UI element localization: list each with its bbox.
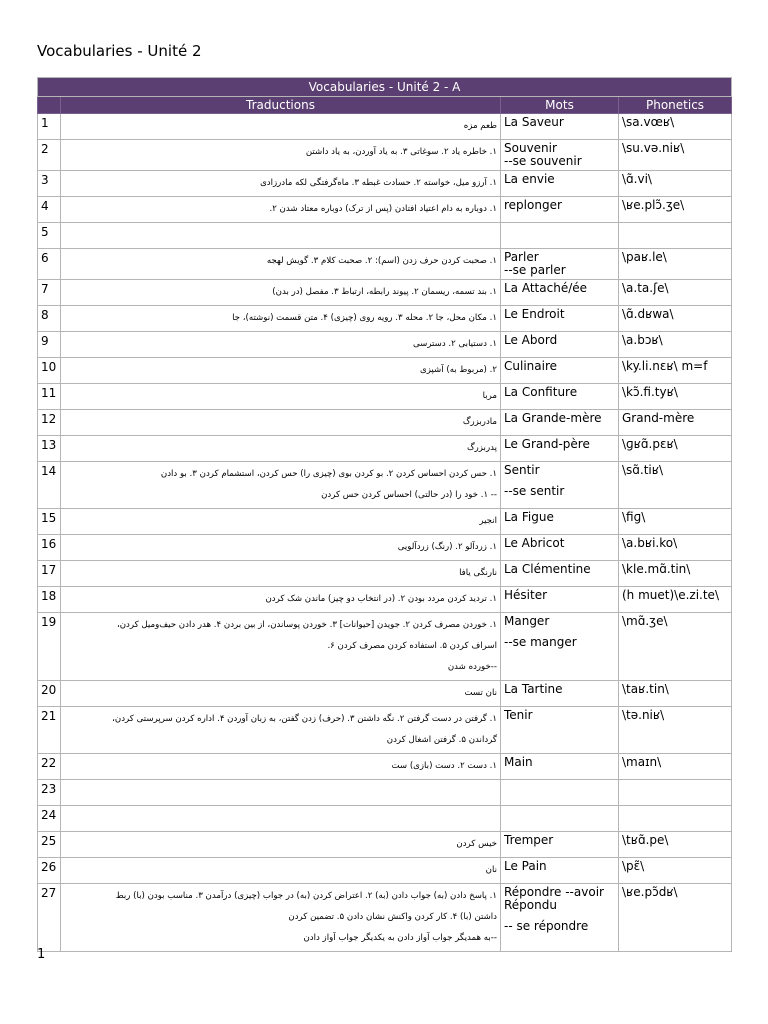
phonetic-cell: \a.bɔʁ\ <box>619 332 732 358</box>
row-number: 1 <box>38 114 61 140</box>
row-number: 18 <box>38 587 61 613</box>
document-title: Vocabularies - Unité 2 <box>37 42 202 60</box>
word-line <box>504 225 615 233</box>
word-line: -- se répondre <box>504 919 589 933</box>
phonetic-cell: \a.ta.ʃe\ <box>619 280 732 306</box>
row-number: 12 <box>38 410 61 436</box>
phonetic-cell: \ʁe.pɔ̃dʁ\ <box>619 884 732 952</box>
phonetic-cell: \mɑ̃.ʒe\ <box>619 613 732 681</box>
row-number: 10 <box>38 358 61 384</box>
word-cell <box>501 858 619 884</box>
phonetic-cell: \maɪn\ <box>619 754 732 780</box>
translation-line: ۱. آرزو میل، خواسته ۲. حسادت غبطه ۳. ماه‌گرفتگی لکه مادرزادی <box>260 178 497 188</box>
table-row <box>38 197 732 223</box>
word-line: La envie <box>504 172 555 186</box>
word-cell <box>501 306 619 332</box>
table-row <box>38 280 732 306</box>
word-cell <box>501 223 619 249</box>
table-row <box>38 223 732 249</box>
translation-line: مربا <box>482 391 497 401</box>
table-row <box>38 462 732 509</box>
word-line: La Clémentine <box>504 562 591 576</box>
translation-line <box>64 782 497 803</box>
translation-cell <box>61 280 501 306</box>
word-line: Tenir <box>504 708 533 722</box>
word-cell <box>501 707 619 754</box>
translation-cell <box>61 681 501 707</box>
translation-line: پدربزرگ <box>466 443 497 453</box>
word-line: Souvenir <box>504 141 557 155</box>
word-line: --se manger <box>504 635 577 649</box>
word-line: Sentir <box>504 463 540 477</box>
table-row <box>38 806 732 832</box>
translation-line <box>64 225 497 246</box>
table-row <box>38 587 732 613</box>
row-number: 11 <box>38 384 61 410</box>
translation-cell <box>61 754 501 780</box>
word-line: Manger <box>504 614 550 628</box>
translation-line: اسراف کردن ۵. استفاده کردن مصرف کردن ۶. <box>327 641 497 651</box>
row-number: 25 <box>38 832 61 858</box>
phonetic-cell: \ʁe.plɔ̃.ʒe\ <box>619 197 732 223</box>
word-cell <box>501 561 619 587</box>
header-phonetics: Phonetics <box>619 97 732 114</box>
translation-line: داشتن (با) ۴. کار کردن واکنش نشان دادن ۵. تضمین کردن <box>288 912 497 922</box>
translation-cell <box>61 358 501 384</box>
word-cell <box>501 535 619 561</box>
word-line: Culinaire <box>504 359 557 373</box>
translation-line: نان تست <box>464 688 497 698</box>
translation-line: طعم مزه <box>463 121 497 131</box>
translation-cell <box>61 509 501 535</box>
translation-cell <box>61 306 501 332</box>
phonetic-cell: \kle.mɑ̃.tin\ <box>619 561 732 587</box>
row-number: 26 <box>38 858 61 884</box>
translation-cell <box>61 223 501 249</box>
translation-line: خیس کردن <box>456 839 497 849</box>
table-row <box>38 884 732 952</box>
translation-cell <box>61 332 501 358</box>
translation-line: مادربزرگ <box>462 417 497 427</box>
page-number: 1 <box>37 947 46 962</box>
translation-line: ۱. حس کردن احساس کردن ۲. بو کردن بوی (چیزی را) حس کردن، استشمام کردن ۳. بو دادن <box>160 469 497 479</box>
word-line: --se sentir <box>504 484 565 498</box>
word-line: Le Abord <box>504 333 558 347</box>
translation-cell <box>61 140 501 171</box>
translation-cell <box>61 832 501 858</box>
word-cell <box>501 462 619 509</box>
phonetic-cell: \taʁ.tin\ <box>619 681 732 707</box>
row-number: 16 <box>38 535 61 561</box>
word-cell <box>501 332 619 358</box>
row-number: 21 <box>38 707 61 754</box>
phonetic-cell: \fiɡ\ <box>619 509 732 535</box>
word-line: replonger <box>504 198 562 212</box>
translation-line: ۱. دست ۲. دست (بازی) ست <box>391 761 497 771</box>
table-row <box>38 358 732 384</box>
translation-cell <box>61 707 501 754</box>
word-cell <box>501 249 619 280</box>
word-cell <box>501 613 619 681</box>
word-cell <box>501 806 619 832</box>
table-row <box>38 306 732 332</box>
translation-line <box>64 808 497 829</box>
word-line: La Confiture <box>504 385 578 399</box>
table-row <box>38 535 732 561</box>
translation-cell <box>61 806 501 832</box>
table-row <box>38 858 732 884</box>
header-traductions: Traductions <box>61 97 501 114</box>
translation-cell <box>61 384 501 410</box>
table-row <box>38 780 732 806</box>
phonetic-cell <box>619 780 732 806</box>
word-cell <box>501 509 619 535</box>
translation-cell <box>61 613 501 681</box>
table-row <box>38 384 732 410</box>
translation-line: ۱. مکان محل، جا ۲. محله ۳. رویه روی (چیزی) ۴. متن قسمت (نوشته)، جا <box>232 313 497 323</box>
translation-line: ۱. خاطره یاد ۲. سوغاتی ۳. به یاد آوردن، به یاد داشتن <box>305 147 497 157</box>
table-row <box>38 681 732 707</box>
word-line <box>504 808 615 816</box>
table-row <box>38 410 732 436</box>
word-cell <box>501 140 619 171</box>
word-cell <box>501 384 619 410</box>
word-cell <box>501 587 619 613</box>
word-line: La Figue <box>504 510 554 524</box>
phonetic-cell: \tʁɑ̃.pe\ <box>619 832 732 858</box>
phonetic-cell: \ɑ̃.vi\ <box>619 171 732 197</box>
table-row <box>38 332 732 358</box>
row-number: 7 <box>38 280 61 306</box>
word-cell <box>501 280 619 306</box>
word-line: Le Abricot <box>504 536 565 550</box>
word-line: La Grande-mère <box>504 411 602 425</box>
word-cell <box>501 436 619 462</box>
phonetic-cell: \ɑ̃.dʁwa\ <box>619 306 732 332</box>
word-cell <box>501 171 619 197</box>
translation-line: ۱. زردآلو ۲. (رنگ) زردآلویی <box>397 542 497 552</box>
translation-line: ۱. خوردن مصرف کردن ۲. جویدن [حیوانات] ۳. خوردن پوساندن، از بین بردن ۴. هدر دادن حیف‌ومیل کردن، <box>116 620 497 630</box>
table-row <box>38 613 732 681</box>
translation-cell <box>61 436 501 462</box>
row-number: 23 <box>38 780 61 806</box>
translation-line: ۱. گرفتن در دست گرفتن ۲. نگه داشتن ۳. (حرف) زدن گفتن، به زبان آوردن ۴. اداره کردن سرپرستی کردن، <box>112 714 497 724</box>
word-cell <box>501 410 619 436</box>
row-number: 9 <box>38 332 61 358</box>
header-mots: Mots <box>501 97 619 114</box>
phonetic-cell: \ɡʁɑ̃.pɛʁ\ <box>619 436 732 462</box>
row-number: 3 <box>38 171 61 197</box>
phonetic-cell: \tə.niʁ\ <box>619 707 732 754</box>
table-row <box>38 436 732 462</box>
translation-line: ۱. تردید کردن مردد بودن ۲. (در انتخاب دو چیز) ماندن شک کردن <box>265 594 497 604</box>
table-row <box>38 832 732 858</box>
row-number: 24 <box>38 806 61 832</box>
translation-cell <box>61 462 501 509</box>
row-number: 4 <box>38 197 61 223</box>
translation-line: ۱. پاسخ دادن (به) جواب دادن (به) ۲. اعتراض کردن (به) در جواب (چیزی) درآمدن ۳. مناسب بودن (با) ربط <box>115 891 497 901</box>
word-line: Tremper <box>504 833 554 847</box>
word-line: --se souvenir <box>504 154 582 168</box>
table-row <box>38 249 732 280</box>
translation-line: نان <box>485 865 497 875</box>
translation-cell <box>61 535 501 561</box>
word-line: Le Pain <box>504 859 547 873</box>
word-line: --se parler <box>504 263 566 277</box>
row-number: 15 <box>38 509 61 535</box>
phonetic-cell: Grand-mère <box>619 410 732 436</box>
phonetic-cell: \paʁ.le\ <box>619 249 732 280</box>
table-row <box>38 114 732 140</box>
vocabulary-table <box>37 77 732 952</box>
row-number: 13 <box>38 436 61 462</box>
phonetic-cell <box>619 223 732 249</box>
phonetic-cell: \sa.vœʁ\ <box>619 114 732 140</box>
row-number: 17 <box>38 561 61 587</box>
row-number: 6 <box>38 249 61 280</box>
word-line: La Attaché/ée <box>504 281 588 295</box>
word-line: Hésiter <box>504 588 548 602</box>
word-line: Le Grand-père <box>504 437 590 451</box>
translation-line: --خورده شدن <box>447 662 497 672</box>
word-cell <box>501 780 619 806</box>
translation-cell <box>61 114 501 140</box>
phonetic-cell: \kɔ̃.fi.tyʁ\ <box>619 384 732 410</box>
word-cell <box>501 884 619 952</box>
translation-cell <box>61 780 501 806</box>
row-number: 20 <box>38 681 61 707</box>
phonetic-cell: (h muet)\e.zi.te\ <box>619 587 732 613</box>
table-row <box>38 140 732 171</box>
word-line: Répondu <box>504 898 557 912</box>
table-row <box>38 754 732 780</box>
phonetic-cell: \sɑ̃.tiʁ\ <box>619 462 732 509</box>
table-row <box>38 561 732 587</box>
translation-line: ۱. صحبت کردن حرف زدن (اسم): ۲. صحبت کلام ۳. گویش لهجه <box>266 256 497 266</box>
phonetic-cell: \a.bʁi.ko\ <box>619 535 732 561</box>
table-header-row <box>38 97 732 114</box>
translation-cell <box>61 249 501 280</box>
translation-line: ۱. دوباره به دام اعتیاد افتادن (پس از ترک) دوباره معتاد شدن ۲. <box>269 204 497 214</box>
phonetic-cell <box>619 806 732 832</box>
word-cell <box>501 197 619 223</box>
word-line: Parler <box>504 250 539 264</box>
word-cell <box>501 832 619 858</box>
table-row <box>38 509 732 535</box>
row-number: 19 <box>38 613 61 681</box>
translation-line: ۱. دستیابی ۲. دسترسی <box>412 339 497 349</box>
word-line <box>504 782 615 790</box>
translation-cell <box>61 587 501 613</box>
table-row <box>38 707 732 754</box>
word-cell <box>501 114 619 140</box>
translation-line: --به همدیگر جواب آواز دادن به یکدیگر جواب آواز دادن <box>303 933 497 943</box>
row-number: 22 <box>38 754 61 780</box>
table-caption: Vocabularies - Unité 2 - A <box>38 78 732 97</box>
word-line: Répondre --avoir <box>504 885 604 899</box>
header-num <box>38 97 61 114</box>
phonetic-cell: \pɛ̃\ <box>619 858 732 884</box>
translation-line: انجیر <box>479 516 497 526</box>
translation-cell <box>61 197 501 223</box>
row-number: 14 <box>38 462 61 509</box>
translation-cell <box>61 884 501 952</box>
word-line: Main <box>504 755 533 769</box>
translation-line: نارنگی یافا <box>459 568 497 578</box>
phonetic-cell: \ky.li.nɛʁ\ m=f <box>619 358 732 384</box>
word-line: La Tartine <box>504 682 563 696</box>
word-cell <box>501 681 619 707</box>
phonetic-cell: \su.və.niʁ\ <box>619 140 732 171</box>
translation-cell <box>61 858 501 884</box>
row-number: 27 <box>38 884 61 952</box>
word-line: Le Endroit <box>504 307 565 321</box>
translation-line: ۲. (مربوط به) آشپزی <box>419 365 497 375</box>
row-number: 8 <box>38 306 61 332</box>
translation-line: ۱. بند تسمه، ریسمان ۲. پیوند رابطه، ارتباط ۳. مفصل (در بدن) <box>272 287 497 297</box>
table-row <box>38 171 732 197</box>
word-line: La Saveur <box>504 115 564 129</box>
translation-cell <box>61 171 501 197</box>
row-number: 2 <box>38 140 61 171</box>
translation-line: گرداندن ۵. گرفتن اشغال کردن <box>386 735 497 745</box>
word-cell <box>501 358 619 384</box>
translation-cell <box>61 561 501 587</box>
translation-line: -- ۱. خود را (در حالتی) احساس کردن حس کردن <box>321 490 497 500</box>
row-number: 5 <box>38 223 61 249</box>
word-cell <box>501 754 619 780</box>
translation-cell <box>61 410 501 436</box>
